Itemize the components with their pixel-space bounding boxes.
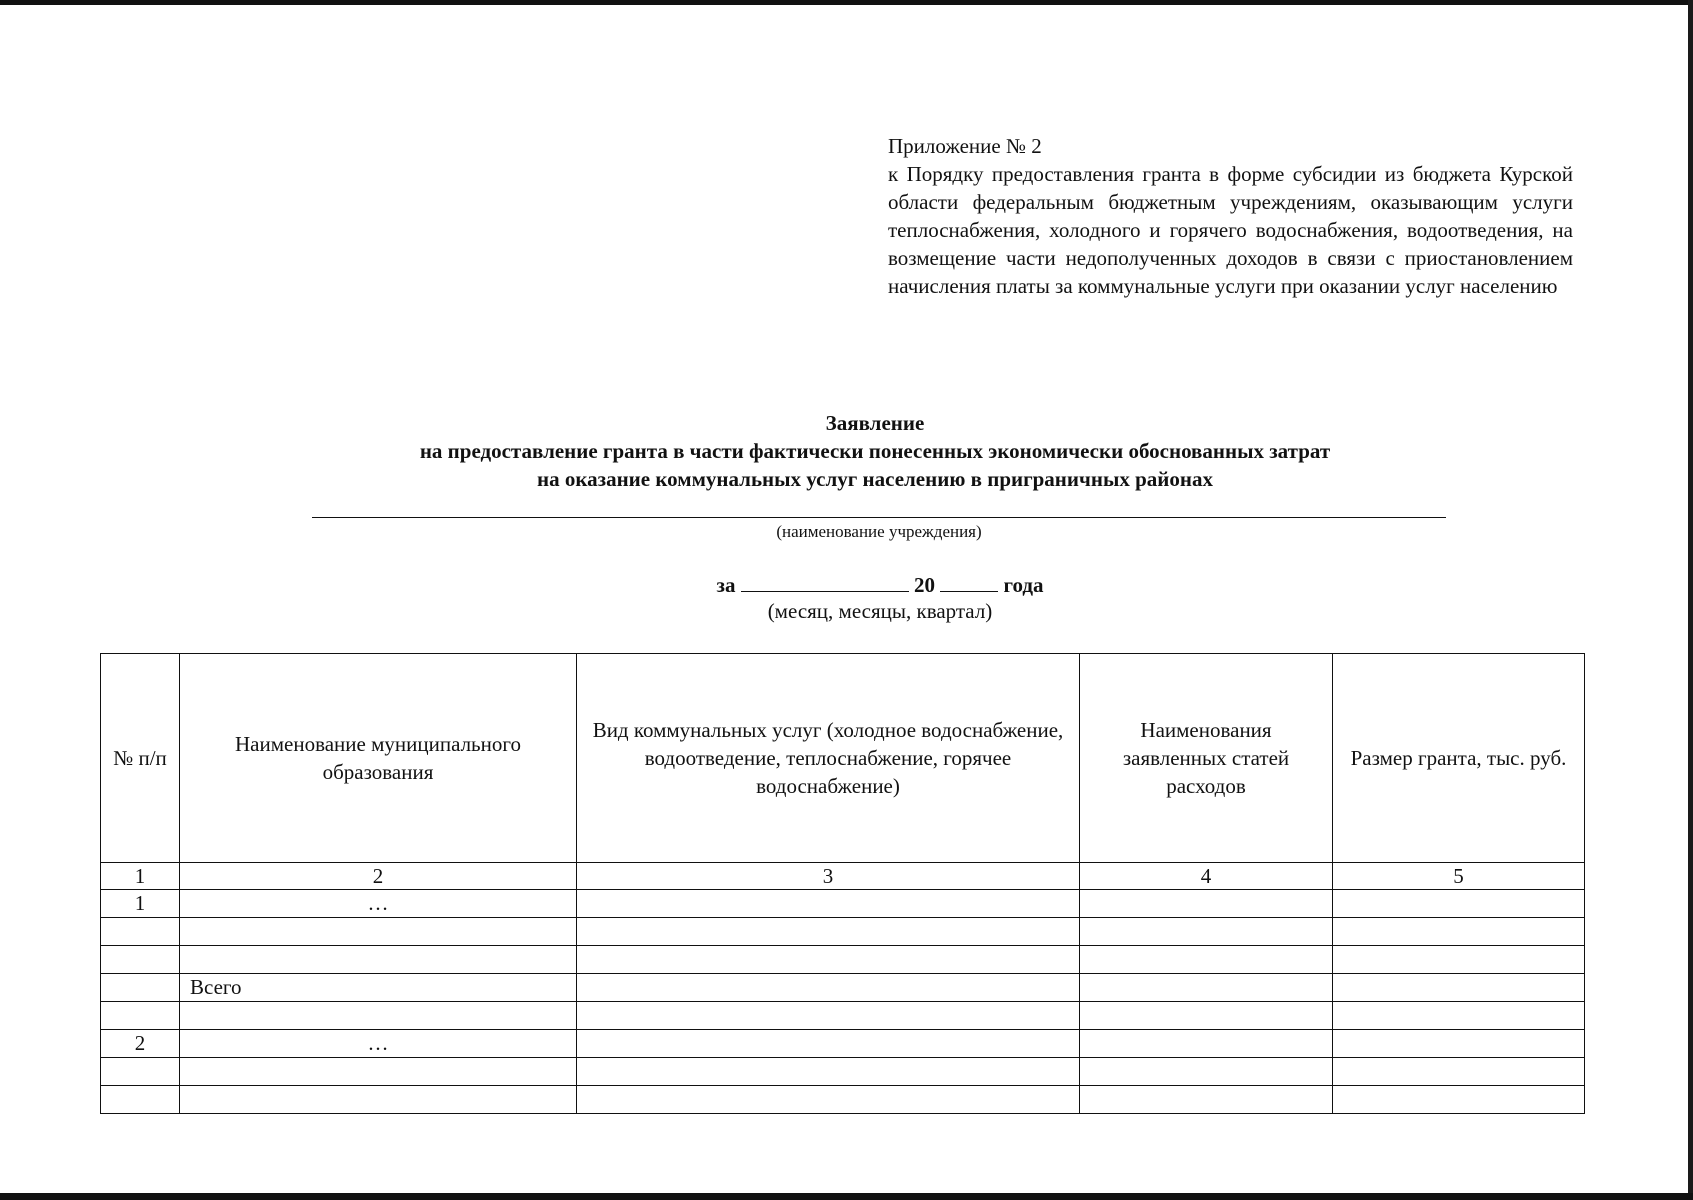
table-cell	[1333, 974, 1585, 1002]
table-cell	[1333, 1086, 1585, 1114]
header-expense-items: Наименования заявленных статей расходов	[1080, 654, 1333, 863]
table-cell	[577, 1002, 1080, 1030]
table-cell	[577, 918, 1080, 946]
table-row	[101, 1002, 1585, 1030]
table-cell	[1080, 974, 1333, 1002]
table-cell	[1080, 890, 1333, 918]
header-municipality: Наименование муниципального образования	[180, 654, 577, 863]
table-cell	[101, 1058, 180, 1086]
table-cell: 2	[101, 1030, 180, 1058]
table-cell	[180, 1086, 577, 1114]
header-service-type: Вид коммунальных услуг (холодное водоснабжение, водоотведение, теплоснабжение, горячее водоснабжение)	[577, 654, 1080, 863]
table-cell	[577, 946, 1080, 974]
table-cell	[1333, 890, 1585, 918]
table-cell: …	[180, 890, 577, 918]
table-cell	[577, 974, 1080, 1002]
period-month-blank	[741, 571, 909, 592]
column-number-row	[101, 863, 1585, 890]
table-cell	[101, 1002, 180, 1030]
table-cell	[577, 1086, 1080, 1114]
table-cell	[101, 946, 180, 974]
table-cell	[180, 1058, 577, 1086]
table-cell	[1333, 1030, 1585, 1058]
table-cell	[1333, 1058, 1585, 1086]
annex-text: к Порядку предоставления гранта в форме субсидии из бюджета Курской области федеральным бюджетным учреждениям, оказывающим услуги теплоснабжения, холодного и горячего водоснабжения, водоотведения, на возмещение части недополученных доходов в связи с приостановлением начисления платы за коммунальные услуги при оказании услуг населению	[888, 162, 1573, 298]
column-number: 1	[101, 863, 180, 890]
annex-number: Приложение № 2	[888, 134, 1042, 158]
table-cell	[577, 890, 1080, 918]
grant-table	[100, 653, 1585, 1114]
table-row	[101, 946, 1585, 974]
table-row	[101, 1058, 1585, 1086]
table-row-total	[101, 974, 1585, 1002]
table-cell	[1080, 1002, 1333, 1030]
column-number: 2	[180, 863, 577, 890]
table-cell	[101, 1086, 180, 1114]
title-line-1: на предоставление гранта в части фактически понесенных экономически обоснованных затрат	[419, 439, 1331, 463]
document-title	[300, 409, 1450, 493]
table-cell	[1080, 1030, 1333, 1058]
scan-edge-top	[0, 0, 1693, 5]
column-number: 3	[577, 863, 1080, 890]
column-number: 5	[1333, 863, 1585, 890]
table-cell	[101, 918, 180, 946]
institution-name-line	[312, 517, 1446, 518]
table-cell	[1080, 946, 1333, 974]
table-cell	[577, 1058, 1080, 1086]
table-cell	[1080, 918, 1333, 946]
scan-edge-right	[1688, 0, 1693, 1200]
period-line	[500, 571, 1260, 599]
institution-caption: (наименование учреждения)	[776, 522, 982, 541]
table-cell	[180, 1002, 577, 1030]
header-row-number: № п/п	[101, 654, 180, 863]
table-header-row	[101, 654, 1585, 863]
table-cell	[101, 974, 180, 1002]
table-cell: …	[180, 1030, 577, 1058]
table-cell	[1333, 946, 1585, 974]
period-caption: (месяц, месяцы, квартал)	[767, 599, 993, 623]
period-year-blank	[940, 571, 998, 592]
period-suffix: года	[1003, 573, 1044, 597]
table-cell: 1	[101, 890, 180, 918]
total-label: Всего	[180, 974, 577, 1002]
table-cell	[1080, 1058, 1333, 1086]
scan-edge-bottom	[0, 1193, 1693, 1200]
table-cell	[180, 946, 577, 974]
title-line-2: на оказание коммунальных услуг населению в приграничных районах	[537, 467, 1213, 491]
table-cell	[180, 918, 577, 946]
table-row	[101, 1030, 1585, 1058]
table-row	[101, 1086, 1585, 1114]
title-heading: Заявление	[825, 411, 925, 435]
table-row	[101, 890, 1585, 918]
column-number: 4	[1080, 863, 1333, 890]
table-cell	[1080, 1086, 1333, 1114]
table-cell	[577, 1030, 1080, 1058]
annex-block	[888, 132, 1573, 300]
period-prefix: за	[716, 573, 736, 597]
table-row	[101, 918, 1585, 946]
period-year-prefix: 20	[913, 573, 935, 597]
table-cell	[1333, 918, 1585, 946]
header-grant-amount: Размер гранта, тыс. руб.	[1333, 654, 1585, 863]
table-cell	[1333, 1002, 1585, 1030]
